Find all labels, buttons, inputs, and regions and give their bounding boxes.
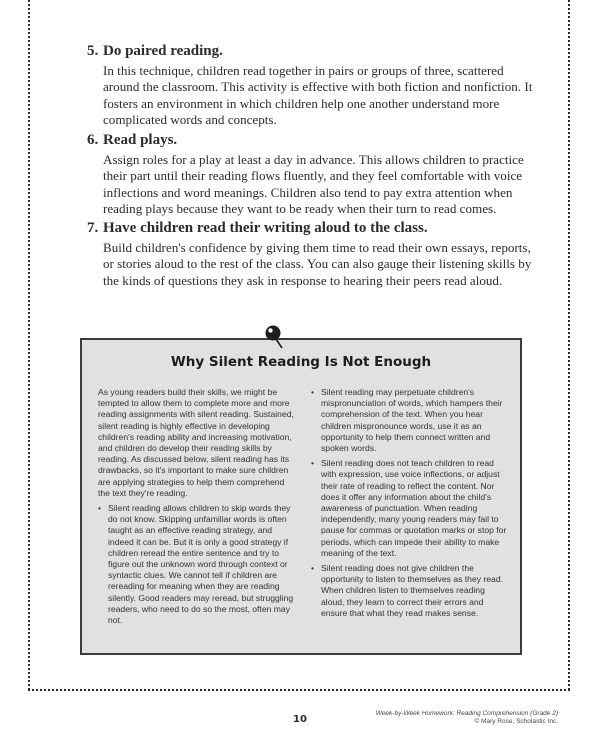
tip-5-heading: 5. Do paired reading.: [87, 43, 223, 59]
sidebar-intro: As young readers build their skills, we might be tempted to allow them to complete more and more reading assignments with silent reading. Sustained, silent reading is highly effective in developing children's reading ability and increasing motivation, and children do develop their reading skills by reading. As discussed below, silent reading has its drawbacks, so it's important to make sure children are applying strategies to help them comprehend the text they're reading.: [98, 387, 294, 498]
tip-5-body: In this technique, children read together in pairs or groups of three, scattered around the classroom. This activity is effective with both fiction and nonfiction. It fosters an environment in which children help one another understand more complicated words and concepts.: [103, 63, 533, 128]
tip-6-heading: 6. Read plays.: [87, 132, 178, 148]
tip-7-body: Build children's confidence by giving them time to read their own essays, reports, or stories aloud to the rest of the class. You can also gauge their listening skills by the kinds of questions they ask in response to hearing their peers read aloud.: [103, 240, 532, 288]
border-bottom: [28, 689, 570, 691]
tip-7-heading: 7. Have children read their writing aloud to the class.: [87, 220, 428, 236]
footer-book-title: Week-by-Week Homework: Reading Comprehension (Grade 2): [375, 710, 558, 717]
sidebar-left-column: [98, 387, 294, 630]
tip-6-body: Assign roles for a play at least a day in advance. This allows children to practice their part until their reading flows fluently, and they feel comfortable with voice inflections and word meanings. Children also tend to pay extra attention when reading plays because they want to be ready when their turn to read comes.: [103, 152, 524, 217]
sidebar-title: Why Silent Reading Is Not Enough: [170, 354, 432, 370]
sidebar-bullet-4: • Silent reading does not give children the opportunity to listen to themselves as they read. When children listen to themselves reading aloud, they learn to correct their errors and ensure that what they read makes sense.: [311, 563, 508, 619]
tip-5: [87, 42, 537, 129]
sidebar-box: [80, 338, 522, 655]
sidebar-right-column: [311, 387, 508, 623]
footer-copyright: © Mary Rose, Scholastic Inc.: [474, 718, 558, 725]
footer-credit: [376, 710, 558, 726]
border-left: [28, 0, 30, 690]
sidebar-bullet-1: • Silent reading allows children to skip words they do not know. Skipping unfamiliar words is often taught as an effective reading strategy, and indeed it can be. But it is only a good strategy if children reread the entire sentence and try to figure out the unknown word through context or syntactic clues. We cannot tell if children are rereading for meaning when they are reading silently. Good readers may reread, but struggling readers, who need to do so the most, often may not.: [98, 503, 294, 626]
push-pin-icon: [262, 323, 284, 349]
tip-7: [87, 219, 537, 289]
sidebar-bullet-2: • Silent reading may perpetuate children's mispronunciation of words, which hampers their comprehension of the text. When you hear children mispronounce words, use it as an opportunity to help them connect written and spoken words.: [311, 387, 508, 454]
border-right: [568, 0, 570, 690]
page-number: 10: [293, 714, 307, 725]
tip-6: [87, 131, 537, 218]
sidebar-bullet-3: • Silent reading does not teach children to read with expression, use voice inflections, or adjust their rate of reading to reflect the content. Nor does it offer any information about the child's awareness of punctuation. When reading independently, many young readers may fail to pause for commas or quotation marks or stop for periods, which can impede their ability to make meaning of the text.: [311, 458, 508, 559]
